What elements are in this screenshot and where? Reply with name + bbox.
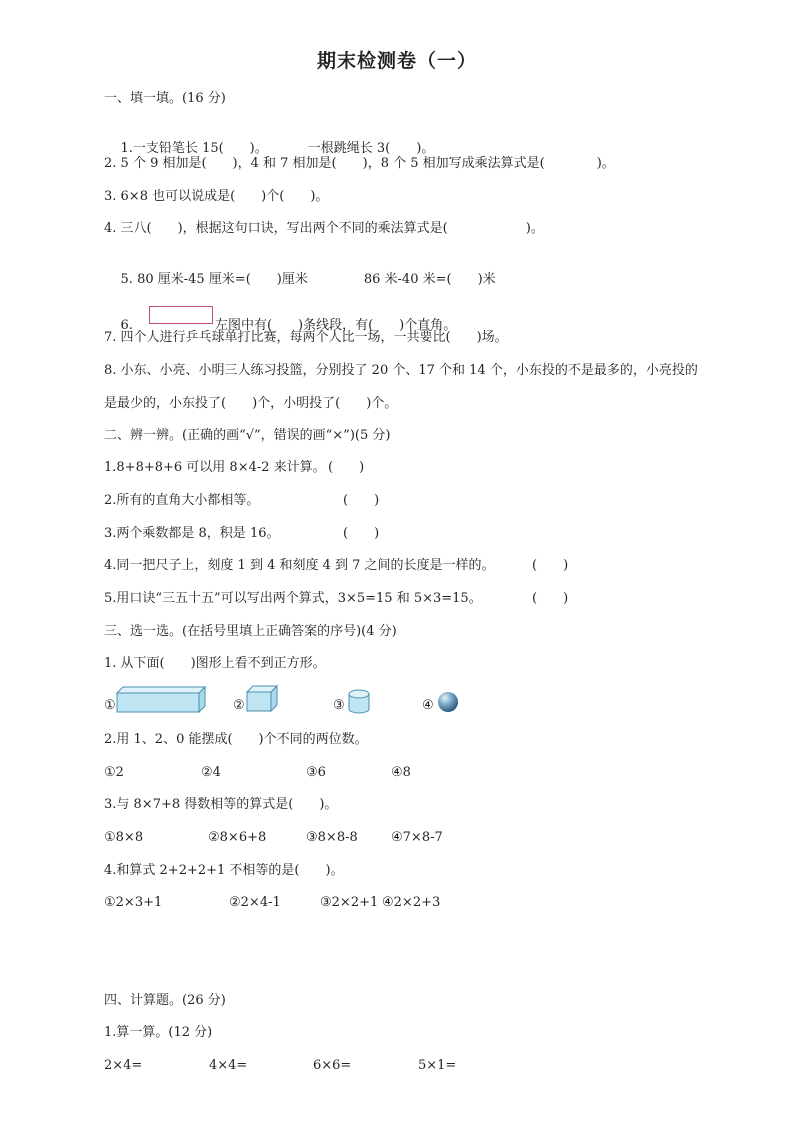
- judge-4-blank: ( ): [532, 558, 569, 573]
- choice-1-option-3-label: ③: [333, 698, 345, 713]
- q1-8-line1: 8. 小东、小亮、小明三人练习投篮，分别投了 20 个、17 个和 14 个，小东投的不是最多的，小亮投的: [104, 363, 698, 378]
- sphere-icon: [437, 691, 459, 713]
- judge-1-question: 1.8+8+8+6 可以用 8×4-2 来计算。: [104, 460, 326, 475]
- calc-4: 5×1=: [418, 1058, 457, 1073]
- page-title: 期末检测卷（一）: [316, 50, 477, 72]
- q1-8-line2: 是最少的，小东投了( )个，小明投了( )个。: [104, 396, 398, 411]
- rectangle-figure: [149, 306, 213, 324]
- choice-1-option-2-label: ②: [233, 698, 245, 713]
- judge-1-blank: ( ): [328, 460, 365, 475]
- section4-heading: 四、计算题。(26 分): [104, 993, 226, 1008]
- choice-2-option-1: ①2: [104, 765, 124, 780]
- judge-2-question: 2.所有的直角大小都相等。: [104, 493, 260, 508]
- section4-sub1: 1.算一算。(12 分): [104, 1025, 213, 1040]
- q1-1-part-a: 1.一支铅笔长 15( )。: [120, 141, 268, 156]
- choice-3-question: 3.与 8×7+8 得数相等的算式是( )。: [104, 797, 338, 812]
- cylinder-icon: [347, 689, 371, 715]
- judge-5-question: 5.用口诀“三五十五”可以写出两个算式，3×5=15 和 5×3=15。: [104, 591, 482, 606]
- cube-icon: [246, 685, 280, 713]
- judge-3-question: 3.两个乘数都是 8，积是 16。: [104, 526, 280, 541]
- calc-3: 6×6=: [313, 1058, 352, 1073]
- q1-2: 2. 5 个 9 相加是( )，4 和 7 相加是( )，8 个 5 相加写成乘法算式是( )。: [104, 156, 615, 171]
- section1-heading: 一、填一填。(16 分): [104, 91, 226, 106]
- choice-3-option-2: ②8×6+8: [208, 830, 267, 845]
- q1-6-number: 6.: [120, 318, 133, 333]
- section2-heading: 二、辨一辨。(正确的画“√”，错误的画“×”)(5 分): [104, 428, 391, 443]
- judge-4-question: 4.同一把尺子上，刻度 1 到 4 和刻度 4 到 7 之间的长度是一样的。: [104, 558, 495, 573]
- judge-3-blank: ( ): [343, 526, 380, 541]
- choice-3-option-1: ①8×8: [104, 830, 144, 845]
- choice-1-question: 1. 从下面( )图形上看不到正方形。: [104, 656, 326, 671]
- judge-5-blank: ( ): [532, 591, 569, 606]
- q1-6-text: 左图中有( )条线段，有( )个直角。: [214, 318, 457, 333]
- calc-2: 4×4=: [209, 1058, 248, 1073]
- choice-2-option-2: ②4: [201, 765, 221, 780]
- choice-2-option-4: ④8: [391, 765, 411, 780]
- q1-1-part-b: 一根跳绳长 3( )。: [307, 141, 435, 156]
- choice-3-option-3: ③8×8-8: [306, 830, 358, 845]
- choice-4-option-3: ③2×2+1: [320, 895, 379, 910]
- q1-4: 4. 三八( )，根据这句口诀，写出两个不同的乘法算式是( )。: [104, 221, 544, 236]
- choice-4-option-1: ①2×3+1: [104, 895, 163, 910]
- choice-4-question: 4.和算式 2+2+2+1 不相等的是( )。: [104, 863, 344, 878]
- choice-2-question: 2.用 1、2、0 能摆成( )个不同的两位数。: [104, 732, 368, 747]
- judge-2-blank: ( ): [343, 493, 380, 508]
- choice-3-option-4: ④7×8-7: [391, 830, 443, 845]
- section3-heading: 三、选一选。(在括号里填上正确答案的序号)(4 分): [104, 624, 397, 639]
- q1-7: 7. 四个人进行乒乓球单打比赛，每两个人比一场，一共要比( )场。: [104, 330, 508, 345]
- q1-5-part-b: 86 米-40 米=( )米: [363, 272, 496, 287]
- q1-5-part-a: 5. 80 厘米-45 厘米=( )厘米: [120, 272, 308, 287]
- choice-1-option-1-label: ①: [104, 698, 116, 713]
- q1-3: 3. 6×8 也可以说成是( )个( )。: [104, 189, 329, 204]
- cuboid-icon: [116, 686, 208, 714]
- choice-4-option-2: ②2×4-1: [229, 895, 281, 910]
- choice-4-option-4: ④2×2+3: [382, 895, 441, 910]
- calc-1: 2×4=: [104, 1058, 143, 1073]
- choice-2-option-3: ③6: [306, 765, 326, 780]
- choice-1-option-4-label: ④: [422, 698, 434, 713]
